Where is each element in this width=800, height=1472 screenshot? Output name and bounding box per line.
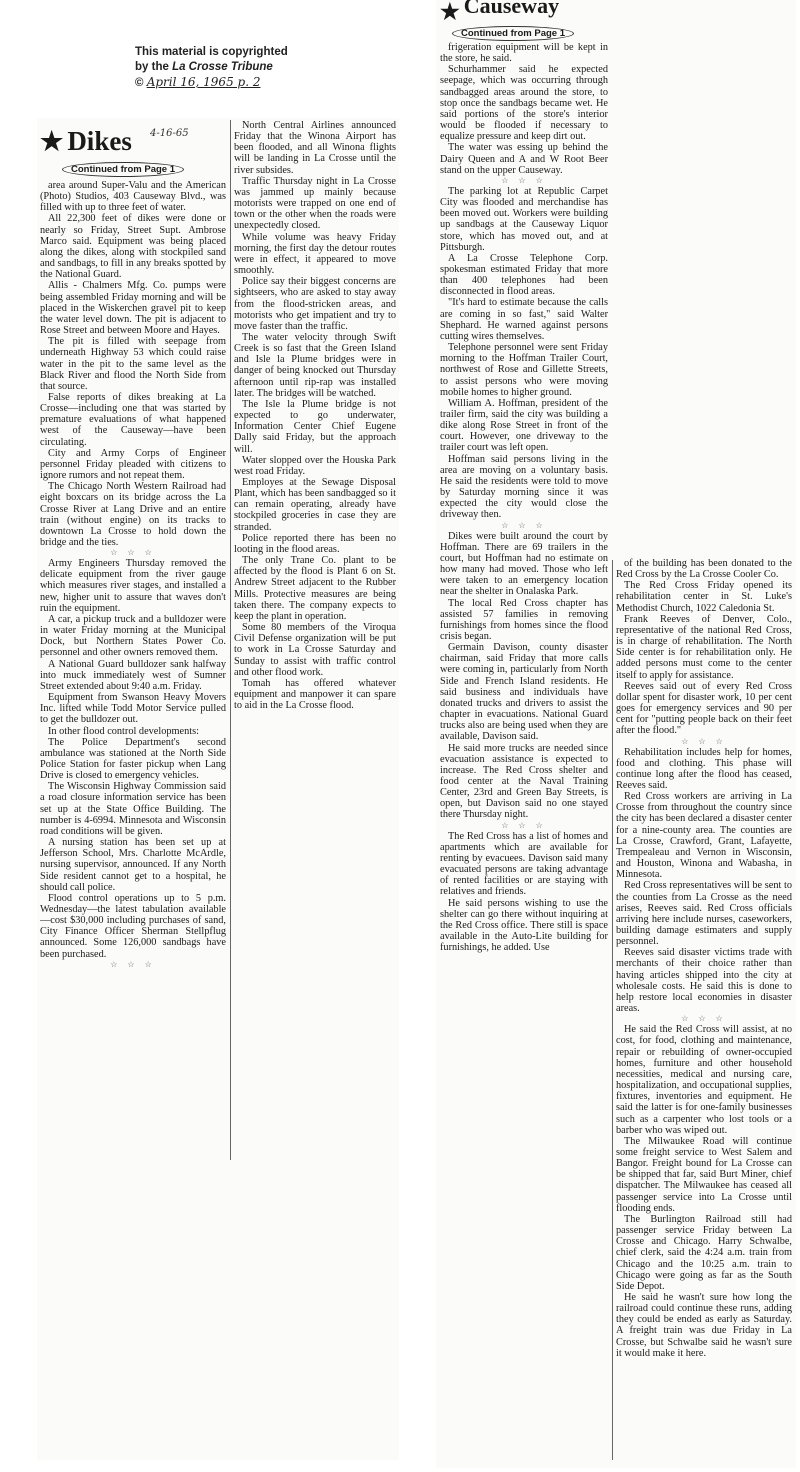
- paragraph: North Central Airlines announced Friday that the Winona Airport has been flooded, and all Winona flights will be landing in La Crosse until the river subsides.: [234, 120, 396, 176]
- causeway-column-2: [616, 558, 792, 1468]
- paragraph: Red Cross representatives will be sent to the counties from La Crosse as the need arises, Reeves said. Red Cross officials arriving here include nurses, caseworkers, building damage estimaters and supply personnel.: [616, 880, 792, 948]
- paragraph: He said more trucks are needed since evacuation assistance is expected to increase. The Red Cross shelter and food center at the Naval Training Center, 23rd and Green Bay Streets, is open, but Davison said no one stayed there Thursday night.: [440, 742, 608, 821]
- paragraph: William A. Hoffman, president of the trailer firm, said the city was building a dike along Rose Street in front of the court. However, one driveway to the trailer court was left open.: [440, 397, 608, 454]
- paragraph: A nursing station has been set up at Jefferson School, Mrs. Charlotte McArdle, nursing supervisor, announced. If any North Side resident cannot get to a hospital, he should call police.: [40, 837, 226, 893]
- paragraph: A National Guard bulldozer sank halfway into muck immediately west of Sumner Street extended about 9:40 a.m. Friday.: [40, 658, 226, 692]
- dikes-column-2: [234, 120, 396, 920]
- copyright-symbol: ©: [135, 77, 144, 89]
- section-divider: ☆ ☆ ☆: [681, 736, 727, 746]
- causeway-column-1: [440, 42, 608, 1342]
- paragraph: area around Super-Valu and the American (Photo) Studios, 403 Causeway Blvd., was filled with up to three feet of water.: [40, 180, 226, 214]
- paragraph: frigeration equipment will be kept in the store, he said.: [440, 42, 608, 65]
- paragraph: The Burlington Railroad still had passenger service Friday between La Crosse and Chicago. Harry Schwalbe, chief clerk, said the 4:24 a.m. train from Chicago and the 10:25 a.m. train to Chicago were going as far as the South Side Depot.: [616, 1213, 792, 1292]
- dikes-headline: [40, 126, 132, 157]
- paragraph: Rehabilitation includes help for homes, food and clothing. This phase will continue long after the flood has ceased, Reeves said.: [616, 746, 792, 791]
- copyright-notice: [135, 45, 305, 91]
- paragraph: Some 80 members of the Viroqua Civil Defense organization will be put to work in La Crosse Saturday and Sunday to assist with traffic control and other flood work.: [234, 622, 396, 678]
- paragraph: The Chicago North Western Railroad had eight boxcars on its bridge across the La Crosse River at Lang Drive and an entire train (without engine) on its tracks to downtown La Crosse to hold down the bridge and the ties.: [40, 481, 226, 548]
- paragraph: Police say their biggest concerns are sightseers, who are asked to stay away from the flood-stricken areas, and motorists who get impatient and try to move faster than the traffic.: [234, 276, 396, 332]
- paragraph: Hoffman said persons living in the area are moving on a voluntary basis. He said the residents were told to move by Saturday morning since it was expected the city would close the driveway then.: [440, 453, 608, 521]
- paragraph: The Police Department's second ambulance was stationed at the North Side Police Station for faster pickup when Lang Drive is closed to emergency vehicles.: [40, 736, 226, 782]
- paragraph: Traffic Thursday night in La Crosse was jammed up mainly because motorists were trapped on one end of town or the other when the roads were unexpectedly closed.: [234, 175, 396, 232]
- paragraph: Water slopped over the Houska Park west road Friday.: [234, 454, 396, 477]
- causeway-column-rule: [612, 560, 613, 1460]
- paragraph: Schurhammer said he expected seepage, which was occurring through sandbagged areas around the store, to stop once the sandbags became wet. He said portions of the store's interior would be flooded if necessary to equalize pressure and keep dirt out.: [440, 64, 608, 143]
- paragraph: He said persons wishing to use the shelter can go there without inquiring at the Red Cross office. There still is space available in the Auto-Lite building for furnishings, he added. Use: [440, 897, 608, 954]
- paragraph: Telephone personnel were sent Friday morning to the Hoffman Trailer Court, northwest of Rose and Gillette Streets, to assist persons who were moving mobile homes to higher ground.: [440, 342, 608, 398]
- dikes-continued-label: Continued from Page 1: [62, 162, 184, 177]
- paragraph: Tomah has offered whatever equipment and manpower it can spare to aid in the La Crosse flood.: [234, 677, 396, 712]
- paragraph: City and Army Corps of Engineer personnel Friday pleaded with citizens to ignore rumors and not repeat them.: [40, 447, 226, 482]
- copyright-line-1: This material is copyrighted: [135, 46, 288, 58]
- star-icon: ★: [40, 126, 64, 156]
- paragraph: Frank Reeves of Denver, Colo., representative of the national Red Cross, is in charge of rehabilitation. The North Side center is for rehabilitation only. He added persons must come to the center itself to apply for assistance.: [616, 613, 792, 681]
- paragraph: Flood control operations up to 5 p.m. Wednesday—the latest tabulation available—cost $30,000 including purchases of sand, City Finance Officer Sherman Stellpflug announced. Some 126,000 sandbags have been purchased.: [40, 892, 226, 960]
- copyright-by: by the: [135, 61, 173, 73]
- section-divider: ☆ ☆ ☆: [110, 548, 156, 558]
- paragraph: The Isle la Plume bridge is not expected to go underwater, Information Center Chief Eugene Dally said Friday, but the approach will.: [234, 398, 396, 455]
- dikes-margin-note: 4-16-65: [150, 128, 189, 139]
- paragraph: Employes at the Sewage Disposal Plant, which has been sandbagged so it can remain operating, already have stockpiled groceries in case they are stranded.: [234, 477, 396, 533]
- paragraph: Germain Davison, county disaster chairman, said Friday that more calls were coming in, particularly from North Side and French Island residents. He said business and individuals have donated trucks and drivers to assist the chapter in evacuations. National Guard trucks also are being used when they are available, Davison said.: [440, 642, 608, 743]
- paragraph: The parking lot at Republic Carpet City was flooded and merchandise has been moved out. Workers were building up sandbags at the Causeway Liquor store, which has moved out, and at Pittsburgh.: [440, 185, 608, 253]
- dikes-title: Dikes: [67, 126, 132, 156]
- paragraph: The water velocity through Swift Creek is so fast that the Green Island and Isle la Plume bridges were in danger of being knocked out Thursday afternoon until rip-rap was installed later. The bridges will be watched.: [234, 331, 396, 399]
- dikes-column-rule: [230, 120, 231, 1160]
- star-icon: ★: [440, 0, 460, 24]
- paragraph: The Milwaukee Road will continue some freight service to West Salem and Bangor. Freight bound for La Crosse can be shipped that far, said Burt Miner, chief dispatcher. The Milwaukee has ceased all passenger service into La Crosse until flooding ends.: [616, 1135, 792, 1214]
- paragraph: Army Engineers Thursday removed the delicate equipment from the river gauge which measures river stages, and installed a new, higher unit to assure that waves don't ruin the equipment.: [40, 558, 226, 614]
- paragraph: The Red Cross Friday opened its rehabilitation center in St. Luke's Methodist Church, 1022 Caledonia St.: [616, 580, 792, 614]
- section-divider: ☆ ☆ ☆: [110, 959, 156, 969]
- paragraph: The local Red Cross chapter has assisted 57 families in removing furnishings from homes since the flood crisis began.: [440, 597, 608, 642]
- paragraph: In other flood control developments:: [48, 725, 199, 737]
- paragraph: "It's hard to estimate because the calls are coming in so fast," said Walter Shephard. He warned against persons cutting wires themselves.: [440, 297, 608, 342]
- section-divider: ☆ ☆ ☆: [501, 175, 547, 185]
- paragraph: Allis - Chalmers Mfg. Co. pumps were being assembled Friday morning and will be placed in the Wiskerchen gravel pit to keep the water level down. The pit is adjacent to Rose Street and between Moore and Hayes.: [40, 280, 226, 337]
- paragraph: The water was essing up behind the Dairy Queen and A and W Root Beer stand on the upper Causeway.: [440, 142, 608, 176]
- causeway-headline: [440, 0, 559, 24]
- dikes-column-1: [40, 180, 226, 1460]
- paragraph: False reports of dikes breaking at La Crosse—including one that was started by premature evaluations of what happened west of the Causeway—have been circulating.: [40, 391, 226, 448]
- paragraph: Reeves said out of every Red Cross dollar spent for disaster work, 10 per cent goes for emergency services and 90 per cent for "putting people back on their feet after the flood.": [616, 680, 792, 737]
- newspaper-name: La Crosse Tribune: [172, 61, 273, 73]
- paragraph: Equipment from Swanson Heavy Movers Inc. lifted while Todd Motor Service pulled to get the bulldozer out.: [40, 692, 226, 726]
- paragraph: Reeves said disaster victims trade with merchants of their choice rather than having articles shipped into the city at wholesale costs. He said this is done to help restore local economies in disaster areas.: [616, 947, 792, 1015]
- paragraph: He said he wasn't sure how long the railroad could continue these runs, adding they could be ended as early as Saturday. A freight train was due Friday in La Crosse, but Schwalbe said he wasn't sure it would make it here.: [616, 1292, 792, 1359]
- paragraph: Dikes were built around the court by Hoffman. There are 69 trailers in the court, but Hoffman had no estimate on how many had moved. Those who left were taken to an emergency location near the shelter in Onalaska Park.: [440, 530, 608, 598]
- paragraph: The pit is filled with seepage from underneath Highway 53 which could raise water in the pit to the same level as the Black River and flood the North Side from that source.: [40, 336, 226, 392]
- handwritten-date: April 16, 1965 p. 2: [146, 75, 261, 89]
- paragraph: The only Trane Co. plant to be affected by the flood is Plant 6 on St. Andrew Street adjacent to the Rubber Mills. Protective measures are being taken there. The company expects to keep the plant in operation.: [234, 555, 396, 622]
- paragraph: Red Cross workers are arriving in La Crosse from throughout the country since the city has been declared a disaster center for a nine-county area. The counties are La Crosse, Crawford, Grant, Lafayette, Trempealeau and Vernon in Wisconsin, and Houston, Winona and Wabasha, in Minnesota.: [616, 791, 792, 881]
- causeway-continued-label: Continued from Page 1: [452, 26, 574, 41]
- paragraph: A car, a pickup truck and a bulldozer were in water Friday morning at the Municipal Dock, but Northern States Power Co. personnel and other owners removed them.: [40, 613, 226, 659]
- paragraph: While volume was heavy Friday morning, the first day the detour routes were in effect, it appeared to move smoothly.: [234, 231, 396, 277]
- section-divider: ☆ ☆ ☆: [501, 520, 547, 530]
- causeway-title: Causeway: [463, 0, 560, 18]
- paragraph: The Red Cross has a list of homes and apartments which are available for renting by evacuees. Davison said many evacuated persons are taking advantage of rented facilities or are staying with relatives and friends.: [440, 830, 608, 898]
- section-divider: ☆ ☆ ☆: [501, 820, 547, 830]
- paragraph: All 22,300 feet of dikes were done or nearly so Friday, Street Supt. Ambrose Marco said. Equipment was being placed along the dikes, along with stockpiled sand and sandbags, to fill in any breaks spotted by the National Guard.: [40, 213, 226, 281]
- copyright-line-2: [135, 60, 305, 75]
- paragraph: He said the Red Cross will assist, at no cost, for food, clothing and maintenance, repair or rebuilding of owner-occupied homes, furniture and other household necessities, medical and nursing care, hospitalization, and occupational supplies, fixtures, inventories and equipment. He said the latter is for one-family businesses such as a carpenter who lost tools or a barber who was wiped out.: [616, 1024, 792, 1136]
- paragraph: of the building has been donated to the Red Cross by the La Crosse Cooler Co.: [616, 558, 792, 581]
- section-divider: ☆ ☆ ☆: [681, 1014, 727, 1024]
- paragraph: A La Crosse Telephone Corp. spokesman estimated Friday that more than 400 telephones had been disconnected in flood areas.: [440, 252, 608, 298]
- paragraph: Police reported there has been no looting in the flood areas.: [234, 532, 396, 555]
- paragraph: The Wisconsin Highway Commission said a road closure information service has been set up at the State Office Building. The number is 4-6994. Minnesota and Wisconsin road conditions will be given.: [40, 781, 226, 837]
- copyright-line-3: [135, 75, 305, 91]
